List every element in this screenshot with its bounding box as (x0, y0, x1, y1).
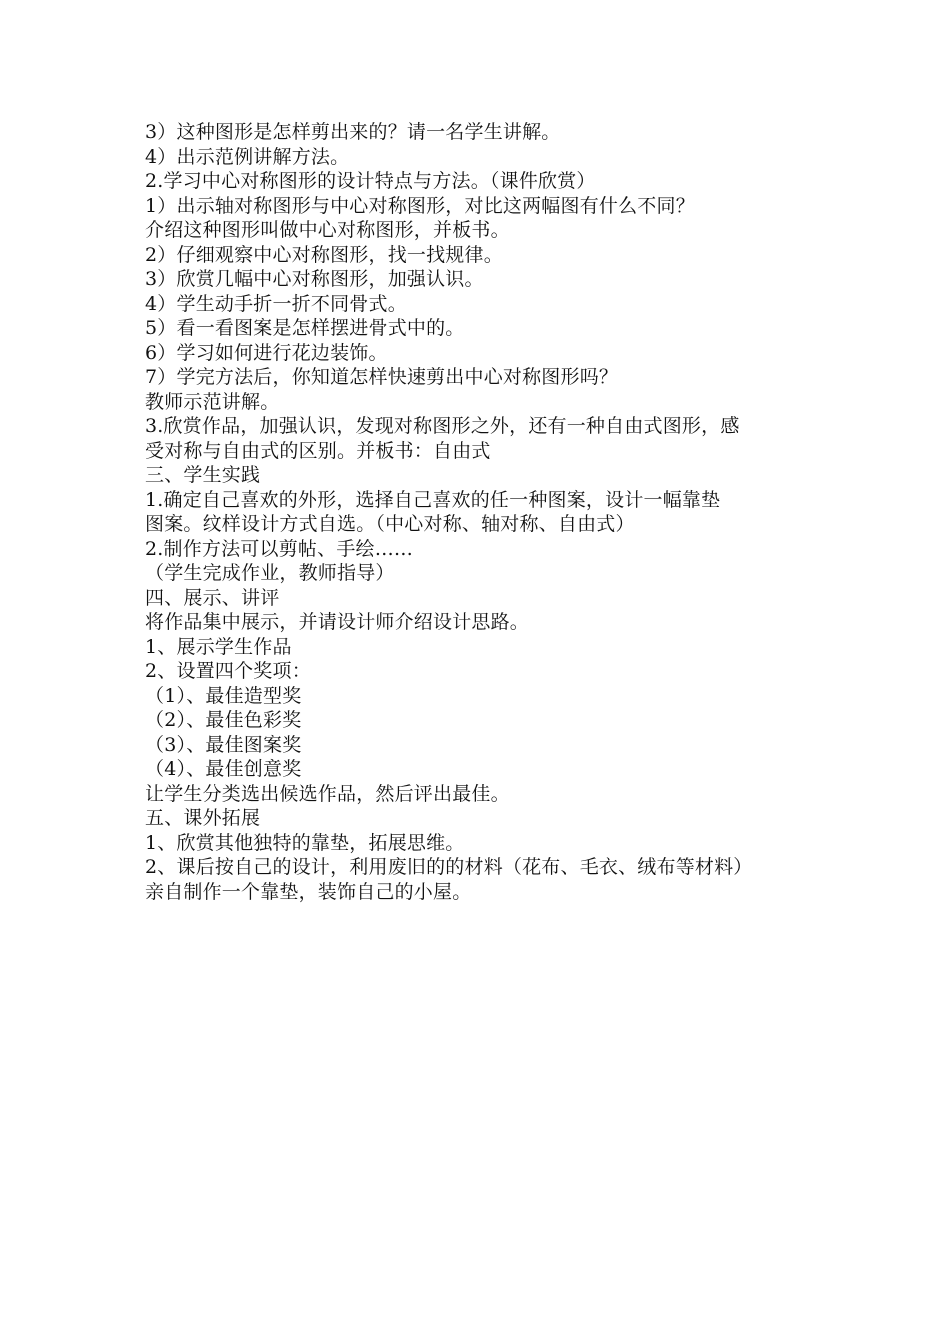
text-line: 图案。纹样设计方式自选。（中心对称、轴对称、自由式） (145, 513, 635, 535)
award-item: （1）、最佳造型奖 (145, 684, 302, 707)
text-line: 3.欣赏作品，加强认识，发现对称图形之外，还有一种自由式图形，感 (145, 415, 740, 437)
text-line: 将作品集中展示，并请设计师介绍设计思路。 (145, 611, 530, 633)
text-line: 3）欣赏几幅中心对称图形，加强认识。 (145, 268, 484, 290)
text-line: （学生完成作业，教师指导） (145, 562, 395, 584)
text-line: 1、欣赏其他独特的靠垫，拓展思维。 (145, 831, 465, 854)
text-line: 教师示范讲解。 (145, 390, 280, 413)
section-heading: 三、学生实践 (145, 464, 261, 486)
text-line: 2、课后按自己的设计，利用废旧的的材料（花布、毛衣、绒布等材料） (145, 856, 753, 878)
award-item: （4）、最佳创意奖 (145, 758, 302, 780)
text-line: 1.确定自己喜欢的外形，选择自己喜欢的任一种图案，设计一幅靠垫 (145, 488, 721, 511)
text-line: 1、展示学生作品 (145, 635, 292, 658)
award-item: （3）、最佳图案奖 (145, 733, 302, 756)
text-line: 7）学完方法后，你知道怎样快速剪出中心对称图形吗？ (145, 366, 619, 388)
text-line: 2.制作方法可以剪帖、手绘…… (145, 537, 414, 560)
text-line: 5）看一看图案是怎样摆进骨式中的。 (145, 317, 465, 339)
award-item: （2）、最佳色彩奖 (145, 709, 302, 731)
text-line: 介绍这种图形叫做中心对称图形，并板书。 (145, 219, 510, 241)
section-heading: 五、课外拓展 (145, 807, 261, 829)
text-line: 受对称与自由式的区别。并板书：自由式 (145, 439, 491, 462)
text-line: 4）学生动手折一折不同骨式。 (145, 292, 407, 315)
text-line: 2）仔细观察中心对称图形，找一找规律。 (145, 243, 503, 266)
text-line: 4）出示范例讲解方法。 (145, 145, 350, 168)
text-line: 1）出示轴对称图形与中心对称图形，对比这两幅图有什么不同？ (145, 194, 695, 217)
text-line: 6）学习如何进行花边装饰。 (145, 341, 388, 364)
text-line: 亲自制作一个靠垫，装饰自己的小屋。 (145, 880, 472, 903)
text-line: 2.学习中心对称图形的设计特点与方法。（课件欣赏） (145, 170, 596, 192)
text-line: 让学生分类选出候选作品，然后评出最佳。 (145, 782, 510, 805)
section-heading: 四、展示、讲评 (145, 586, 280, 609)
text-line: 3）这种图形是怎样剪出来的？请一名学生讲解。 (145, 121, 561, 143)
document-body (145, 120, 815, 904)
text-line: 2、设置四个奖项： (145, 660, 311, 682)
